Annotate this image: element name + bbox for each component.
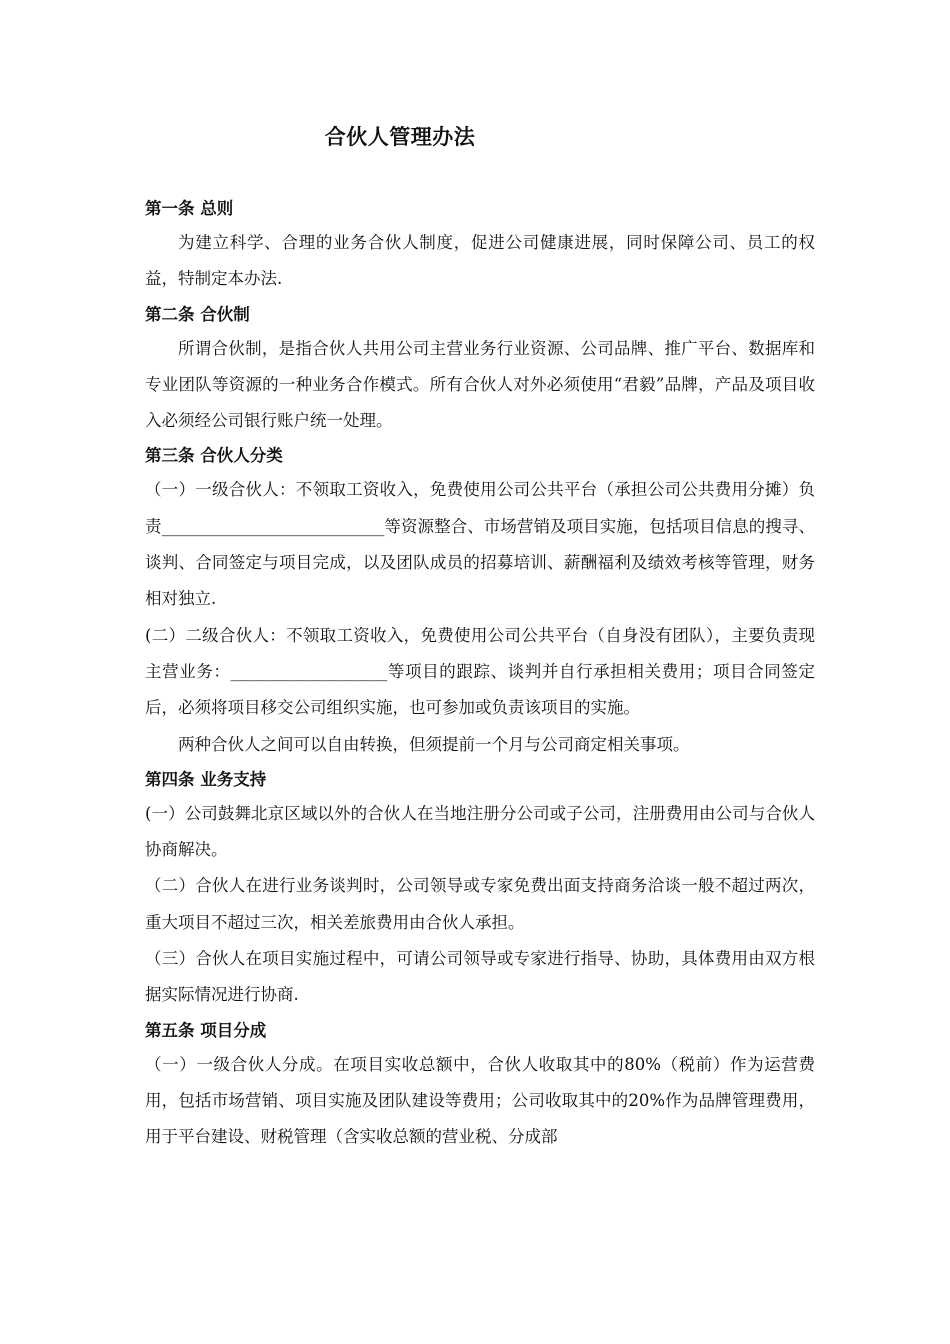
section-3-paragraph-1: （一）一级合伙人：不领取工资收入，免费使用公司公共平台（承担公司公共费用分摊）负责___________________________等资源整合、市场营销及项目实施，包括项目信息的搜寻、谈判、合同签定与项目完成，以及团队成员的招募培训、薪酬福利及绩效考核等管理，财务相对独立. xyxy=(145,480,815,609)
section-3-paragraph-2: (二）二级合伙人：不领取工资收入，免费使用公司公共平台（自身没有团队），主要负责现主营业务：___________________等项目的跟踪、谈判并自行承担相关费用；项目合同签定后，必须将项目移交公司组织实施，也可参加或负责该项目的实施。 xyxy=(145,625,815,718)
section-heading-3: 第三条 合伙人分类 xyxy=(145,446,283,466)
section-4-paragraph-1: (一）公司鼓舞北京区域以外的合伙人在当地注册分公司或子公司，注册费用由公司与合伙人协商解决。 xyxy=(145,803,815,860)
section-heading-5: 第五条 项目分成 xyxy=(145,1020,267,1040)
section-2-paragraph-1: 所谓合伙制，是指合伙人共用公司主营业务行业资源、公司品牌、推广平台、数据库和专业团队等资源的一种业务合作模式。所有合伙人对外必须使用“君毅”品牌，产品及项目收入必须经公司银行账户统一处理。 xyxy=(145,338,815,431)
section-5-paragraph-1: （一）一级合伙人分成。在项目实收总额中，合伙人收取其中的80%（税前）作为运营费用，包括市场营销、项目实施及团队建设等费用；公司收取其中的20%作为品牌管理费用，用于平台建设、财税管理（含实收总额的营业税、分成部 xyxy=(145,1054,815,1147)
section-heading-1: 第一条 总则 xyxy=(145,199,234,218)
section-1-paragraph-1: 为建立科学、合理的业务合伙人制度，促进公司健康进展，同时保障公司、员工的权益，特制定本办法. xyxy=(145,233,815,289)
section-heading-4: 第四条 业务支持 xyxy=(145,769,267,789)
section-heading-2: 第二条 合伙制 xyxy=(145,304,250,324)
section-4-paragraph-2: （二）合伙人在进行业务谈判时，公司领导或专家免费出面支持商务洽谈一般不超过两次，重大项目不超过三次，相关差旅费用由合伙人承担。 xyxy=(145,876,815,932)
document-body xyxy=(145,192,815,1156)
section-4-paragraph-3: （三）合伙人在项目实施过程中，可请公司领导或专家进行指导、协助，具体费用由双方根据实际情况进行协商. xyxy=(145,949,815,1005)
document-title: 合伙人管理办法 xyxy=(324,125,476,149)
section-3-paragraph-3: 两种合伙人之间可以自由转换，但须提前一个月与公司商定相关事项。 xyxy=(178,734,690,754)
